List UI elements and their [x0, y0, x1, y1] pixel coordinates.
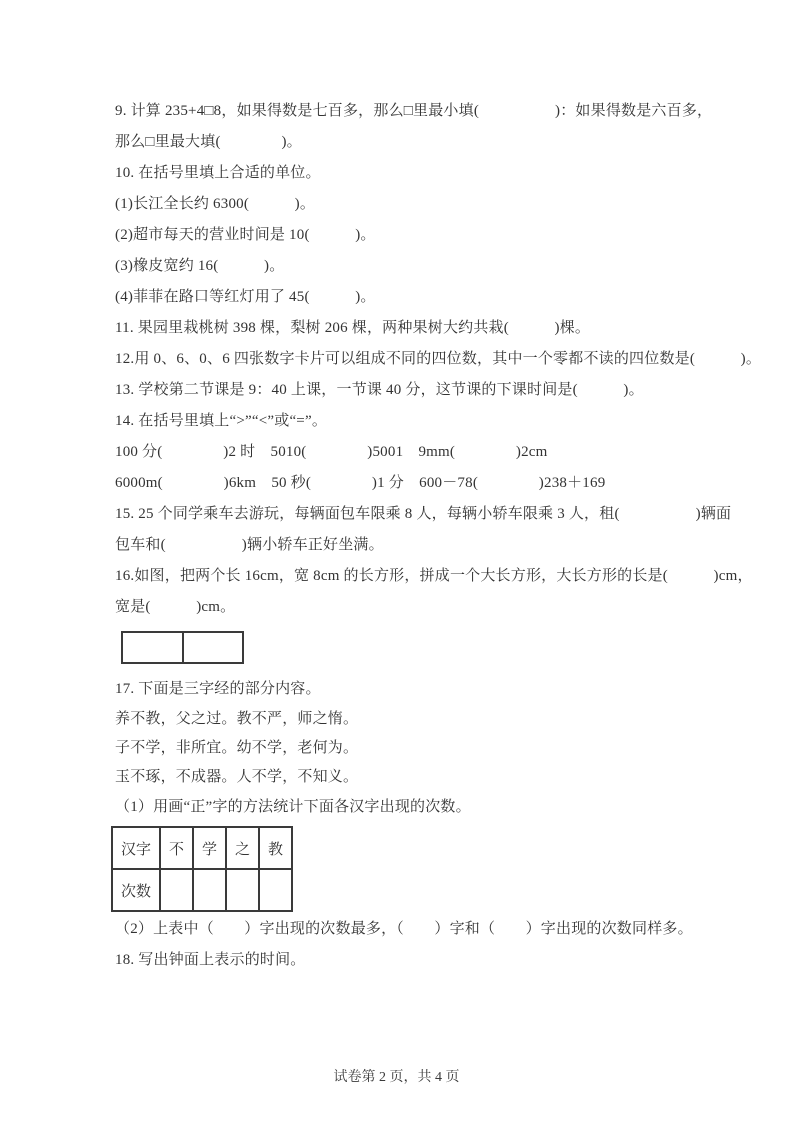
tally-count-cell-4	[259, 869, 292, 911]
question-17-sub-2: （2）上表中（ ）字出现的次数最多，（ ）字和（ ）字出现的次数同样多。	[115, 921, 693, 937]
tally-count-cell-1	[160, 869, 193, 911]
tally-count-cell-2	[193, 869, 226, 911]
question-14-compare-row-1: 100 分( )2 时 5010( )5001 9mm( )2cm	[115, 444, 548, 460]
question-10-item-1: (1)长江全长约 6300( )。	[115, 196, 316, 212]
joined-rectangles-figure	[121, 631, 244, 664]
tally-table	[111, 826, 293, 912]
tally-header-bu: 不	[160, 827, 193, 869]
question-9-line-2: 那么□里最大填( )。	[115, 134, 302, 150]
question-17-verse-3: 玉不琢，不成器。人不学，不知义。	[115, 769, 359, 785]
question-12-stem: 12.用 0、6、0、6 四张数字卡片可以组成不同的四位数，其中一个零都不读的四位数是( )。	[115, 351, 762, 367]
question-15-line-2: 包车和( )辆小轿车正好坐满。	[115, 537, 384, 553]
question-17-verse-1: 养不教，父之过。教不严，师之惰。	[115, 711, 359, 727]
question-17-sub-1: （1）用画“正”字的方法统计下面各汉字出现的次数。	[115, 799, 471, 815]
rectangle-right-cell	[184, 633, 243, 662]
tally-table-count-row	[112, 869, 292, 911]
question-10-item-3: (3)橡皮宽约 16( )。	[115, 258, 285, 274]
question-9-line-1: 9. 计算 235+4□8，如果得数是七百多，那么□里最小填( )：如果得数是六百多，	[115, 103, 713, 119]
rectangle-left-cell	[123, 633, 184, 662]
question-16-line-1: 16.如图，把两个长 16cm，宽 8cm 的长方形，拼成一个大长方形，大长方形的长是( )cm，	[115, 568, 753, 584]
question-10-item-2: (2)超市每天的营业时间是 10( )。	[115, 227, 376, 243]
question-10-stem: 10. 在括号里填上合适的单位。	[115, 165, 321, 181]
question-14-stem: 14. 在括号里填上“>”“<”或“=”。	[115, 413, 328, 429]
tally-header-zhi: 之	[226, 827, 259, 869]
question-10-item-4: (4)菲菲在路口等红灯用了 45( )。	[115, 289, 376, 305]
page-footer: 试卷第 2 页，共 4 页	[333, 1070, 460, 1085]
question-14-compare-row-2: 6000m( )6km 50 秒( )1 分 600－78( )238＋169	[115, 475, 606, 491]
tally-header-hanzi: 汉字	[112, 827, 160, 869]
question-13-stem: 13. 学校第二节课是 9：40 上课，一节课 40 分，这节课的下课时间是( )。	[115, 382, 644, 398]
question-11-stem: 11. 果园里栽桃树 398 棵，梨树 206 棵，两种果树大约共栽( )棵。	[115, 320, 591, 336]
question-16-line-2: 宽是( )cm。	[115, 599, 236, 615]
tally-table-header-row	[112, 827, 292, 869]
question-15-line-1: 15. 25 个同学乘车去游玩，每辆面包车限乘 8 人，每辆小轿车限乘 3 人，租( )辆面	[115, 506, 732, 522]
tally-header-xue: 学	[193, 827, 226, 869]
question-17-stem: 17. 下面是三字经的部分内容。	[115, 681, 321, 697]
question-18-stem: 18. 写出钟面上表示的时间。	[115, 952, 306, 968]
tally-count-label: 次数	[112, 869, 160, 911]
question-17-verse-2: 子不学，非所宜。幼不学，老何为。	[115, 740, 359, 756]
tally-count-cell-3	[226, 869, 259, 911]
tally-header-jiao: 教	[259, 827, 292, 869]
